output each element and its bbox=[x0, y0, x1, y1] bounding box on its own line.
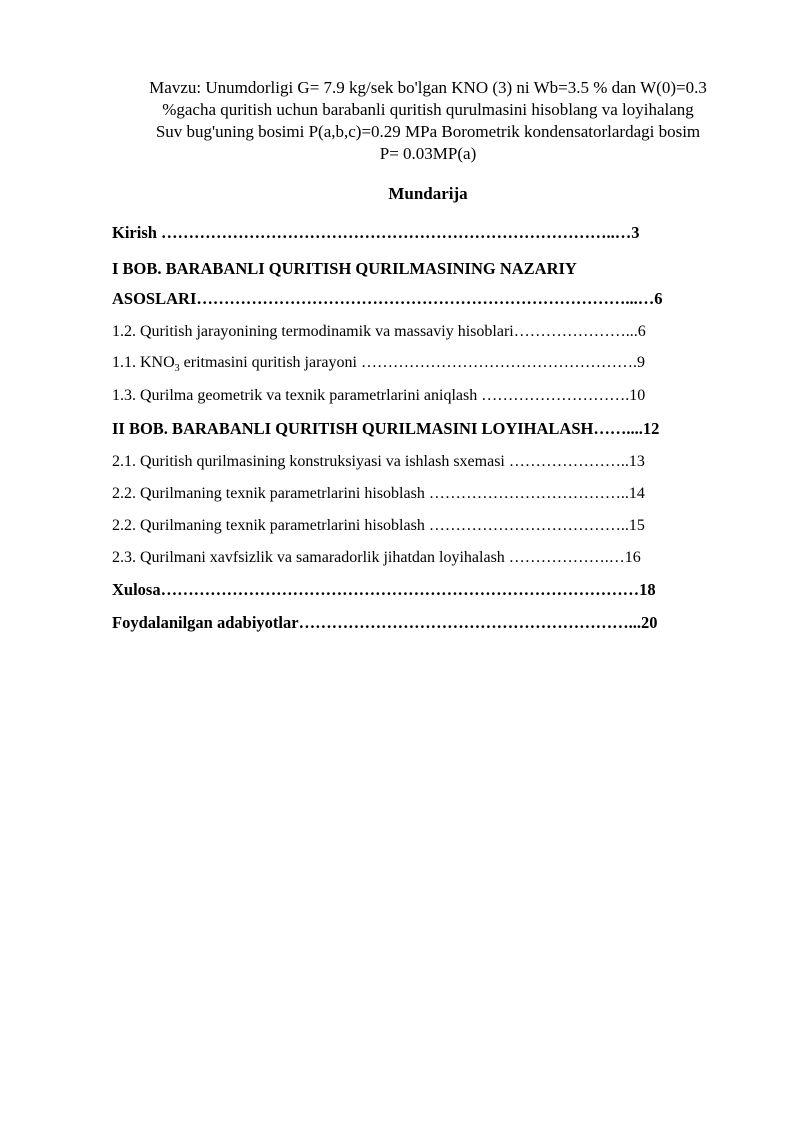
toc-entry-1-1[interactable] bbox=[112, 352, 645, 376]
topic-line-2: %gacha quritish uchun barabanli quritish qurulmasini hisoblang va loyihalang bbox=[162, 100, 694, 119]
toc-entry-1-1-text: eritmasini quritish jarayoni …………………………………………….9 bbox=[179, 354, 645, 371]
toc-title: Mundarija bbox=[388, 184, 468, 203]
toc-entry-references[interactable]: Foydalanilgan adabiyotlar……………………………………………………...20 bbox=[112, 613, 658, 632]
toc-entry-chapter-1-line-1[interactable]: I BOB. BARABANLI QURITISH QURILMASINING NAZARIY bbox=[112, 259, 577, 278]
toc-entry-chapter-2[interactable]: II BOB. BARABANLI QURITISH QURILMASINI LOYIHALASH……....12 bbox=[112, 419, 660, 438]
toc-entry-1-2[interactable]: 1.2. Quritish jarayonining termodinamik va massaviy hisoblari…………………...6 bbox=[112, 323, 646, 340]
topic-line-4: P= 0.03MP(a) bbox=[379, 144, 477, 163]
topic-block bbox=[100, 77, 756, 165]
toc-entry-2-3[interactable]: 2.3. Qurilmani xavfsizlik va samaradorlik jihatdan loyihalash ……………….…16 bbox=[112, 549, 641, 566]
toc-entry-conclusion[interactable]: Xulosa……………………………………………………………………………18 bbox=[112, 580, 656, 599]
toc-entry-2-2-b[interactable]: 2.2. Qurilmaning texnik parametrlarini hisoblash ………………………………..15 bbox=[112, 517, 645, 534]
toc-entry-1-3[interactable]: 1.3. Qurilma geometrik va texnik parametrlarini aniqlash ……………………….10 bbox=[112, 387, 646, 404]
toc-entry-chapter-1-line-2[interactable]: ASOSLARI……………………………………………………………………...…6 bbox=[112, 289, 663, 308]
toc-entry-2-2-a[interactable]: 2.2. Qurilmaning texnik parametrlarini hisoblash ………………………………..14 bbox=[112, 485, 645, 502]
topic-line-1: Mavzu: Unumdorligi G= 7.9 kg/sek bo'lgan KNO (3) ni Wb=3.5 % dan W(0)=0.3 bbox=[149, 78, 707, 97]
toc-entry-1-1-prefix: 1.1. KNO bbox=[112, 354, 175, 371]
toc-entry-introduction[interactable]: Kirish ………………………………………………………………………..…3 bbox=[112, 223, 640, 242]
toc-entry-2-1[interactable]: 2.1. Quritish qurilmasining konstruksiyasi va ishlash sxemasi …………………..13 bbox=[112, 453, 645, 470]
toc-entry-1-1-subscript: 3 bbox=[174, 363, 180, 374]
topic-line-3: Suv bug'uning bosimi P(a,b,c)=0.29 MPa Borometrik kondensatorlardagi bosim bbox=[155, 122, 701, 141]
